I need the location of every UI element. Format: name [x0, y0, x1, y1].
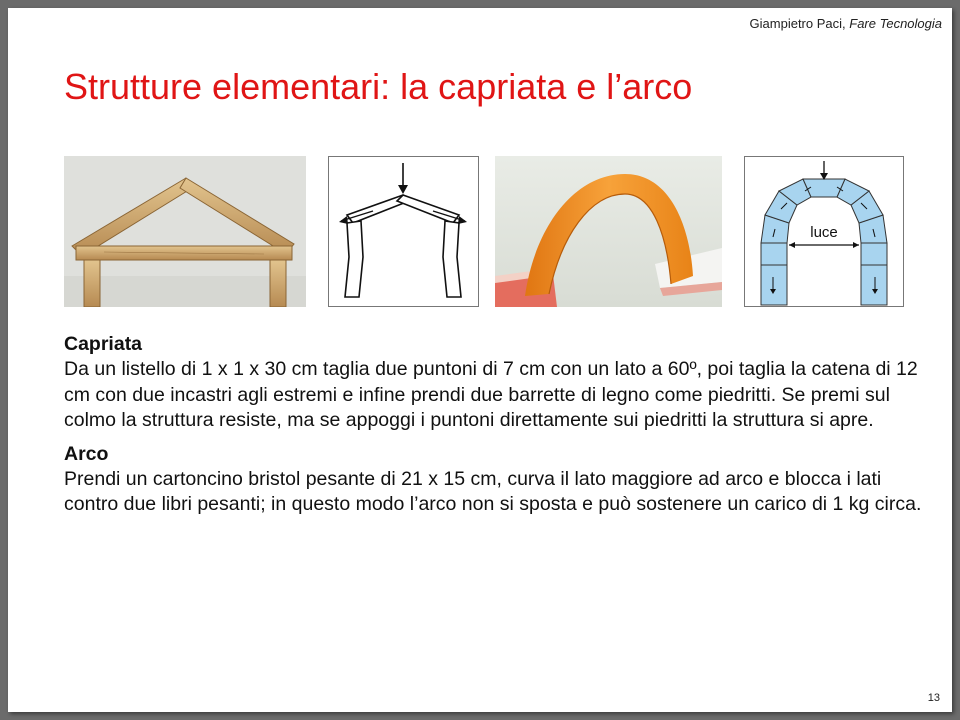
- truss-photo: [64, 156, 306, 307]
- book-title: Fare Tecnologia: [849, 16, 942, 31]
- capriata-heading: Capriata: [64, 333, 143, 355]
- page-number: 13: [927, 692, 940, 704]
- arch-voussoir-diagram: [744, 156, 904, 307]
- author-name: Giampietro Paci,: [749, 16, 846, 31]
- arco-heading: Arco: [64, 442, 109, 465]
- body-text: [64, 332, 924, 518]
- truss-force-diagram: [328, 156, 479, 307]
- arco-text: Prendi un cartoncino bristol pesante di 21 x 15 cm, curva il lato maggiore ad arco e blocca i lati contro due libri pesanti; in questo modo l’arco non si sposta e può sostenere un carico di 1 kg circa.: [64, 468, 922, 516]
- capriata-text: Da un listello di 1 x 1 x 30 cm taglia due puntoni di 7 cm con un lato a 60º, poi taglia la catena di 12 cm con due incastri agli estremi e infine prendi due barrette di legno come piedritti. Se premi sul colmo la struttura resiste, ma se appoggi i puntoni direttamente sui piedritti la struttura si apre.: [64, 358, 918, 432]
- span-label: luce: [810, 224, 838, 241]
- author-credit: [750, 16, 942, 31]
- paper-arch-photo: [495, 156, 722, 307]
- slide: [8, 8, 952, 712]
- page-title: Strutture elementari: la capriata e l’arco: [64, 66, 693, 107]
